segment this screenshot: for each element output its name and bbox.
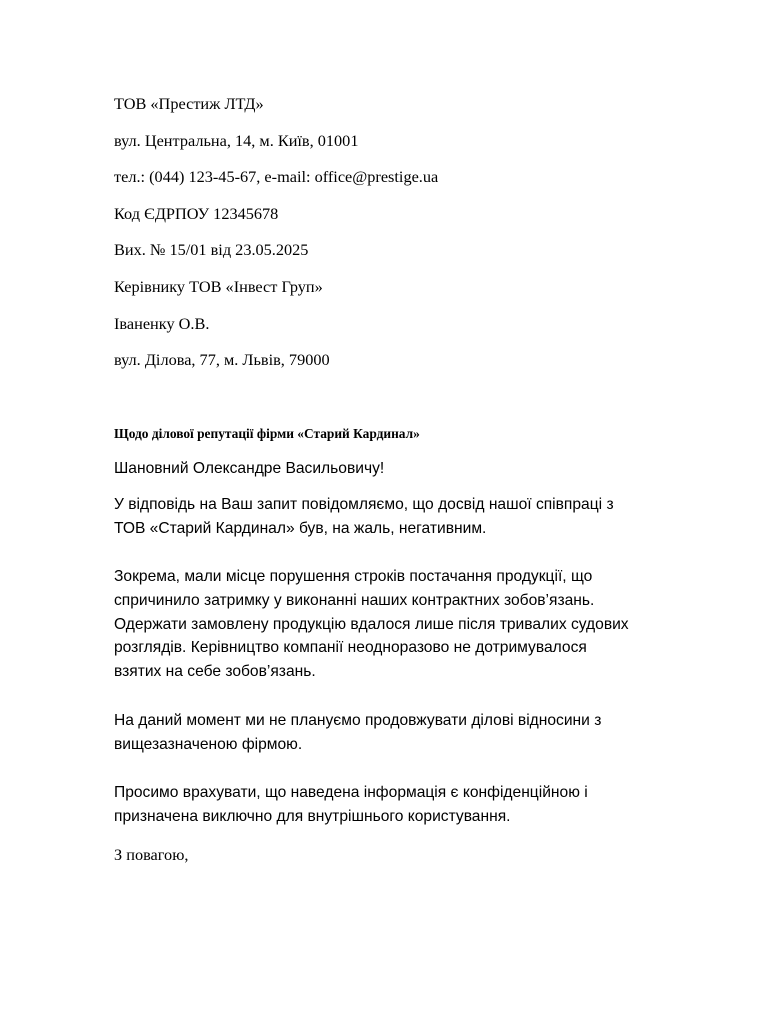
paragraph-line: У відповідь на Ваш запит повідомляємо, що досвід нашої співпраці з [114,496,614,513]
paragraph-confidentiality [114,781,674,829]
letter-subject: Щодо ділової репутації фірми «Старий Кардинал» [114,426,420,441]
paragraph-line: Просимо врахувати, що наведена інформація є конфіденційною і [114,784,588,801]
outgoing-reference: Вих. № 15/01 від 23.05.2025 [114,240,309,259]
letter-closing: З повагою, [114,845,189,864]
recipient-position: Керівнику ТОВ «Інвест Груп» [114,277,323,296]
recipient-address: вул. Ділова, 77, м. Львів, 79000 [114,350,330,369]
paragraph-line: Зокрема, мали місце порушення строків постачання продукції, що [114,568,593,585]
letter-greeting: Шановний Олександре Васильовичу! [114,460,385,477]
sender-contacts: тел.: (044) 123-45-67, e-mail: office@prestige.ua [114,167,439,186]
recipient-name: Іваненку О.В. [114,314,210,333]
sender-address: вул. Центральна, 14, м. Київ, 01001 [114,131,359,150]
paragraph-line: взятих на себе зобов’язань. [114,663,316,681]
sender-edrpou: Код ЄДРПОУ 12345678 [114,204,279,223]
sender-company: ТОВ «Престиж ЛТД» [114,94,264,113]
paragraph-violations [114,565,674,684]
paragraph-line: Одержати замовлену продукцію вдалося лише після тривалих судових [114,615,629,633]
paragraph-line: спричинило затримку у виконанні наших контрактних зобов’язань. [114,591,595,609]
paragraph-line: ТОВ «Старий Кардинал» був, на жаль, негативним. [114,519,487,537]
paragraph-line: На даний момент ми не плануємо продовжувати ділові відносини з [114,712,602,729]
paragraph-line: призначена виключно для внутрішнього користування. [114,807,511,825]
paragraph-decision [114,709,674,757]
paragraph-line: розглядів. Керівництво компанії неодноразово не дотримувалося [114,639,587,657]
paragraph-response [114,493,674,541]
paragraph-line: вищезазначеною фірмою. [114,735,303,753]
